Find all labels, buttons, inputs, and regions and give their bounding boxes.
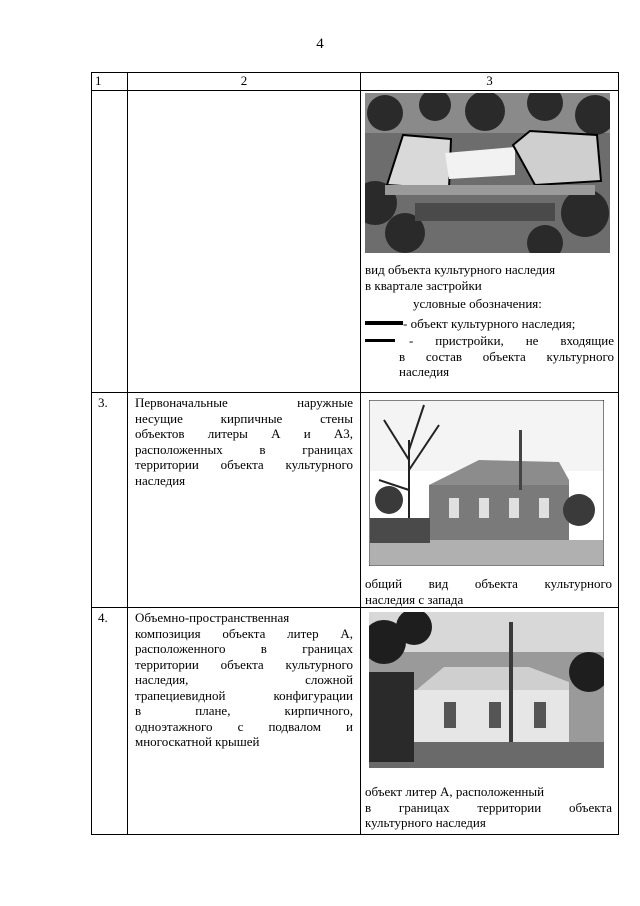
caption-line: общий вид объекта культурного xyxy=(365,576,612,591)
desc-line: несущие кирпичные стены xyxy=(135,410,353,426)
header-col-3: 3 xyxy=(361,73,619,91)
legend-item-annex-cont: в состав объекта культурного xyxy=(399,348,614,364)
row-description xyxy=(128,393,361,608)
row-description xyxy=(128,608,361,835)
row-number: 4. xyxy=(92,608,128,835)
table-header-row xyxy=(92,73,619,91)
liter-a-photo xyxy=(369,612,604,768)
desc-line: территории объекта культурного xyxy=(135,656,353,672)
legend-item-heritage: - объект культурного наследия; xyxy=(403,315,576,331)
caption-line: в границах территории объекта xyxy=(365,799,612,815)
table-row xyxy=(92,608,619,835)
header-col-2: 2 xyxy=(128,73,361,91)
row-number xyxy=(92,91,128,393)
desc-line: наследия, сложной xyxy=(135,672,353,687)
desc-line: расположенных в границах xyxy=(135,441,353,457)
desc-line: территории объекта культурного xyxy=(135,457,353,472)
legend-heritage-line-icon xyxy=(365,321,403,325)
legend-annex-line-icon xyxy=(365,339,395,342)
desc-line: Первоначальные наружные xyxy=(135,395,353,410)
caption-line: вид объекта культурного наследия xyxy=(365,262,556,277)
row-description xyxy=(128,91,361,393)
desc-line: трапециевидной конфигурации xyxy=(135,687,353,703)
desc-line: объектов литеры А и А3, xyxy=(135,426,353,441)
row-illustration xyxy=(361,393,619,608)
aerial-photo xyxy=(365,93,610,253)
caption-line: наследия с запада xyxy=(365,591,464,607)
desc-line: наследия xyxy=(135,472,186,488)
legend-title: условные обозначения: xyxy=(413,296,542,311)
desc-line: расположенного в границах xyxy=(135,641,353,656)
row-number: 3. xyxy=(92,393,128,608)
legend-item-annex-cont: наследия xyxy=(399,364,450,379)
desc-line: многоскатной крышей xyxy=(135,734,260,749)
row-illustration xyxy=(361,91,619,393)
page-number: 4 xyxy=(316,36,324,52)
caption-line: в квартале застройки xyxy=(365,277,482,293)
desc-line: в плане, кирпичного, xyxy=(135,703,353,718)
header-col-1: 1 xyxy=(92,73,128,91)
west-view-photo xyxy=(369,400,604,566)
legend-item-annex: - пристройки, не входящие xyxy=(409,333,614,348)
desc-line: Объемно-пространственная xyxy=(135,610,290,625)
table-row xyxy=(92,393,619,608)
desc-line: одноэтажного с подвалом и xyxy=(135,718,353,734)
caption-line: культурного наследия xyxy=(365,815,486,830)
caption-line: объект литер А, расположенный xyxy=(365,784,545,799)
heritage-table xyxy=(91,72,619,835)
desc-line: композиция объекта литер А, xyxy=(135,625,353,641)
row-illustration xyxy=(361,608,619,835)
table-row xyxy=(92,91,619,393)
